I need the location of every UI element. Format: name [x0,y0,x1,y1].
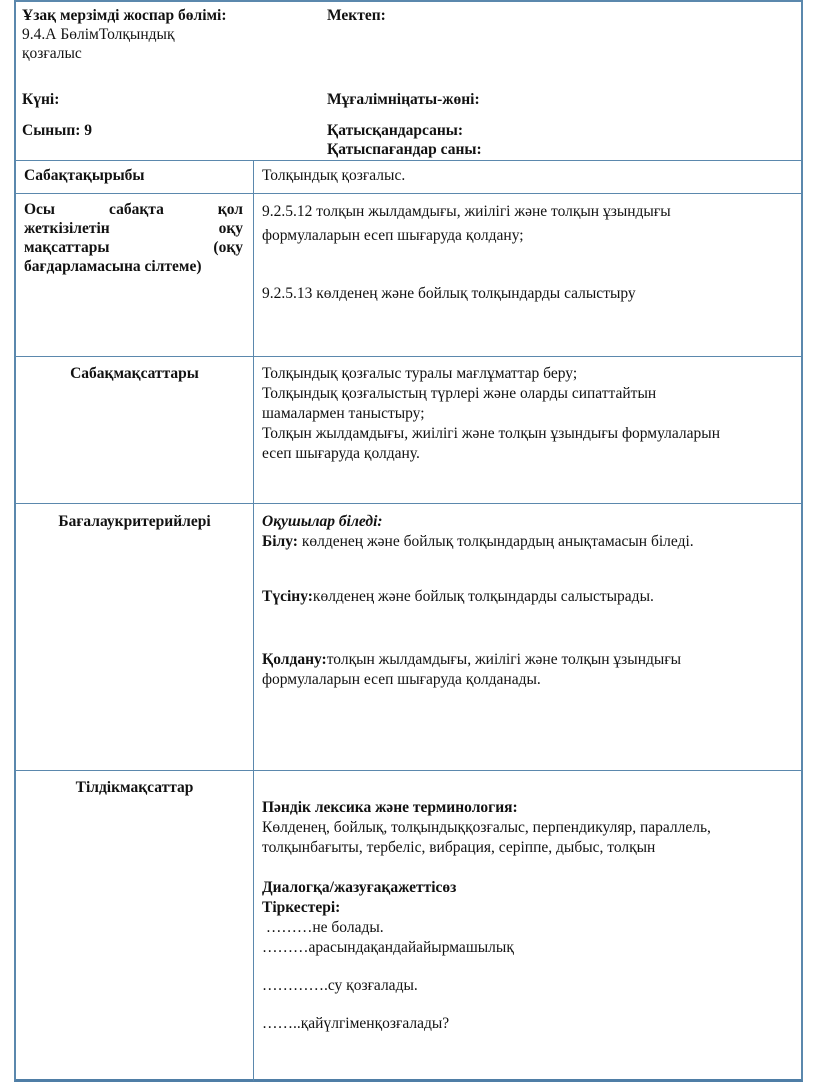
lesson-objective-line1: Толқындық қозғалыс туралы мағлұматтар беру; [262,365,578,382]
dialog-writing-heading: Диалогқа/жазуғақажеттісөз [262,879,457,896]
topic-value-cell [253,161,801,193]
long-term-plan-label: Ұзақ мерзімді жоспар бөлімі: [22,7,227,24]
subject-vocabulary-line2: толқынбағыты, тербеліс, вибрация, серіппе, дыбыс, толқын [262,839,656,856]
lesson-objective-line4: Толқын жылдамдығы, жиілігі және толқын ұзындығы формулаларын [262,425,720,442]
phrase-2: ………арасындақандайайырмашылық [262,939,514,956]
label-word: мақсаттары [24,239,110,256]
label-word: оқу [218,220,243,237]
phrase-4: ……..қайүлгіменқозғалады? [262,1015,450,1032]
assessment-criteria-row [16,503,801,770]
learning-objectives-label-line2 [24,219,243,238]
label-word: Осы [24,201,56,218]
topic-value: Толқындық қозғалыс. [262,167,406,184]
teacher-label: Мұғалімніңаты-жөні: [327,91,480,108]
phrases-heading: Тіркестері: [262,899,341,916]
topic-label: Сабақтақырыбы [24,167,145,184]
objective-9-2-5-12-line1: 9.2.5.12 толқын жылдамдығы, жиілігі және толқын ұзындығы [262,203,671,220]
label-word: (оқу [213,239,243,256]
lesson-objective-line3: шамалармен таныстыру; [262,405,425,422]
application-label: Қолдану: [262,651,327,668]
application-criterion [262,650,795,670]
language-objectives-label: Тілдікмақсаттар [75,779,194,796]
lesson-objectives-label: Сабақмақсаттары [70,365,199,382]
lesson-plan-table [14,0,803,1082]
learning-objectives-value-cell [253,194,801,356]
understanding-label: Түсіну: [262,588,313,605]
knowledge-criterion [262,532,795,552]
assessment-criteria-label: Бағалаукритерийлері [58,513,211,530]
present-count-label: Қатысқандарсаны: [327,122,464,139]
language-objectives-row [16,770,801,1081]
students-know-heading: Оқушылар біледі: [262,513,383,530]
application-text-line2: формулаларын есеп шығаруда қолданады. [262,671,541,688]
language-objectives-value-cell [253,771,801,1081]
class-label: Сынып: 9 [22,122,93,139]
label-word: қол [217,201,243,218]
subject-vocabulary-heading: Пәндік лексика және терминология: [262,799,518,816]
phrase-1: ………не болады. [262,919,384,936]
knowledge-label: Білу: [262,533,298,550]
assessment-criteria-label-cell [16,504,253,770]
lesson-objective-line5: есеп шығаруда қолдану. [262,445,420,462]
subject-vocabulary-line1: Көлденең, бойлық, толқындыққозғалыс, перпендикуляр, параллель, [262,819,711,836]
label-word: сабақта [109,201,164,218]
learning-objectives-label-line4: бағдарламасына сілтеме) [24,258,202,275]
assessment-criteria-value-cell [253,504,801,770]
header-right-column [327,6,787,159]
topic-row [16,160,801,193]
learning-objectives-row [16,193,801,356]
phrase-3: ………….су қозғалады. [262,977,418,994]
learning-objectives-label-cell [16,194,253,356]
lesson-objectives-value-cell [253,357,801,503]
header-row [16,2,801,160]
header-left-column [22,6,302,140]
objective-9-2-5-12-line2: формулаларын есеп шығаруда қолдану; [262,227,524,244]
learning-objectives-label-line3 [24,238,243,257]
school-label: Мектеп: [327,7,386,24]
label-word: жеткізілетін [24,220,110,237]
lesson-objectives-label-cell [16,357,253,503]
language-objectives-label-cell [16,771,253,1081]
topic-label-cell [16,161,253,193]
application-text-line1: толқын жылдамдығы, жиілігі және толқын ұзындығы [326,651,682,668]
lesson-objective-line2: Толқындық қозғалыстың түрлері және оларды сипаттайтын [262,385,657,402]
understanding-text: көлденең және бойлық толқындарды салыстырады. [312,588,654,605]
long-term-plan-value-line1: 9.4.А БөлімТолқындық [22,26,175,43]
date-label: Күні: [22,91,60,108]
lesson-objectives-row [16,356,801,503]
learning-objectives-label-line1 [24,200,243,219]
objective-9-2-5-13: 9.2.5.13 көлденең және бойлық толқындарды салыстыру [262,285,636,302]
long-term-plan-value-line2: қозғалыс [22,45,82,62]
understanding-criterion [262,587,795,607]
absent-count-label: Қатыспағандар саны: [327,141,482,158]
knowledge-text: көлденең және бойлық толқындардың анықтамасын біледі. [297,533,694,550]
